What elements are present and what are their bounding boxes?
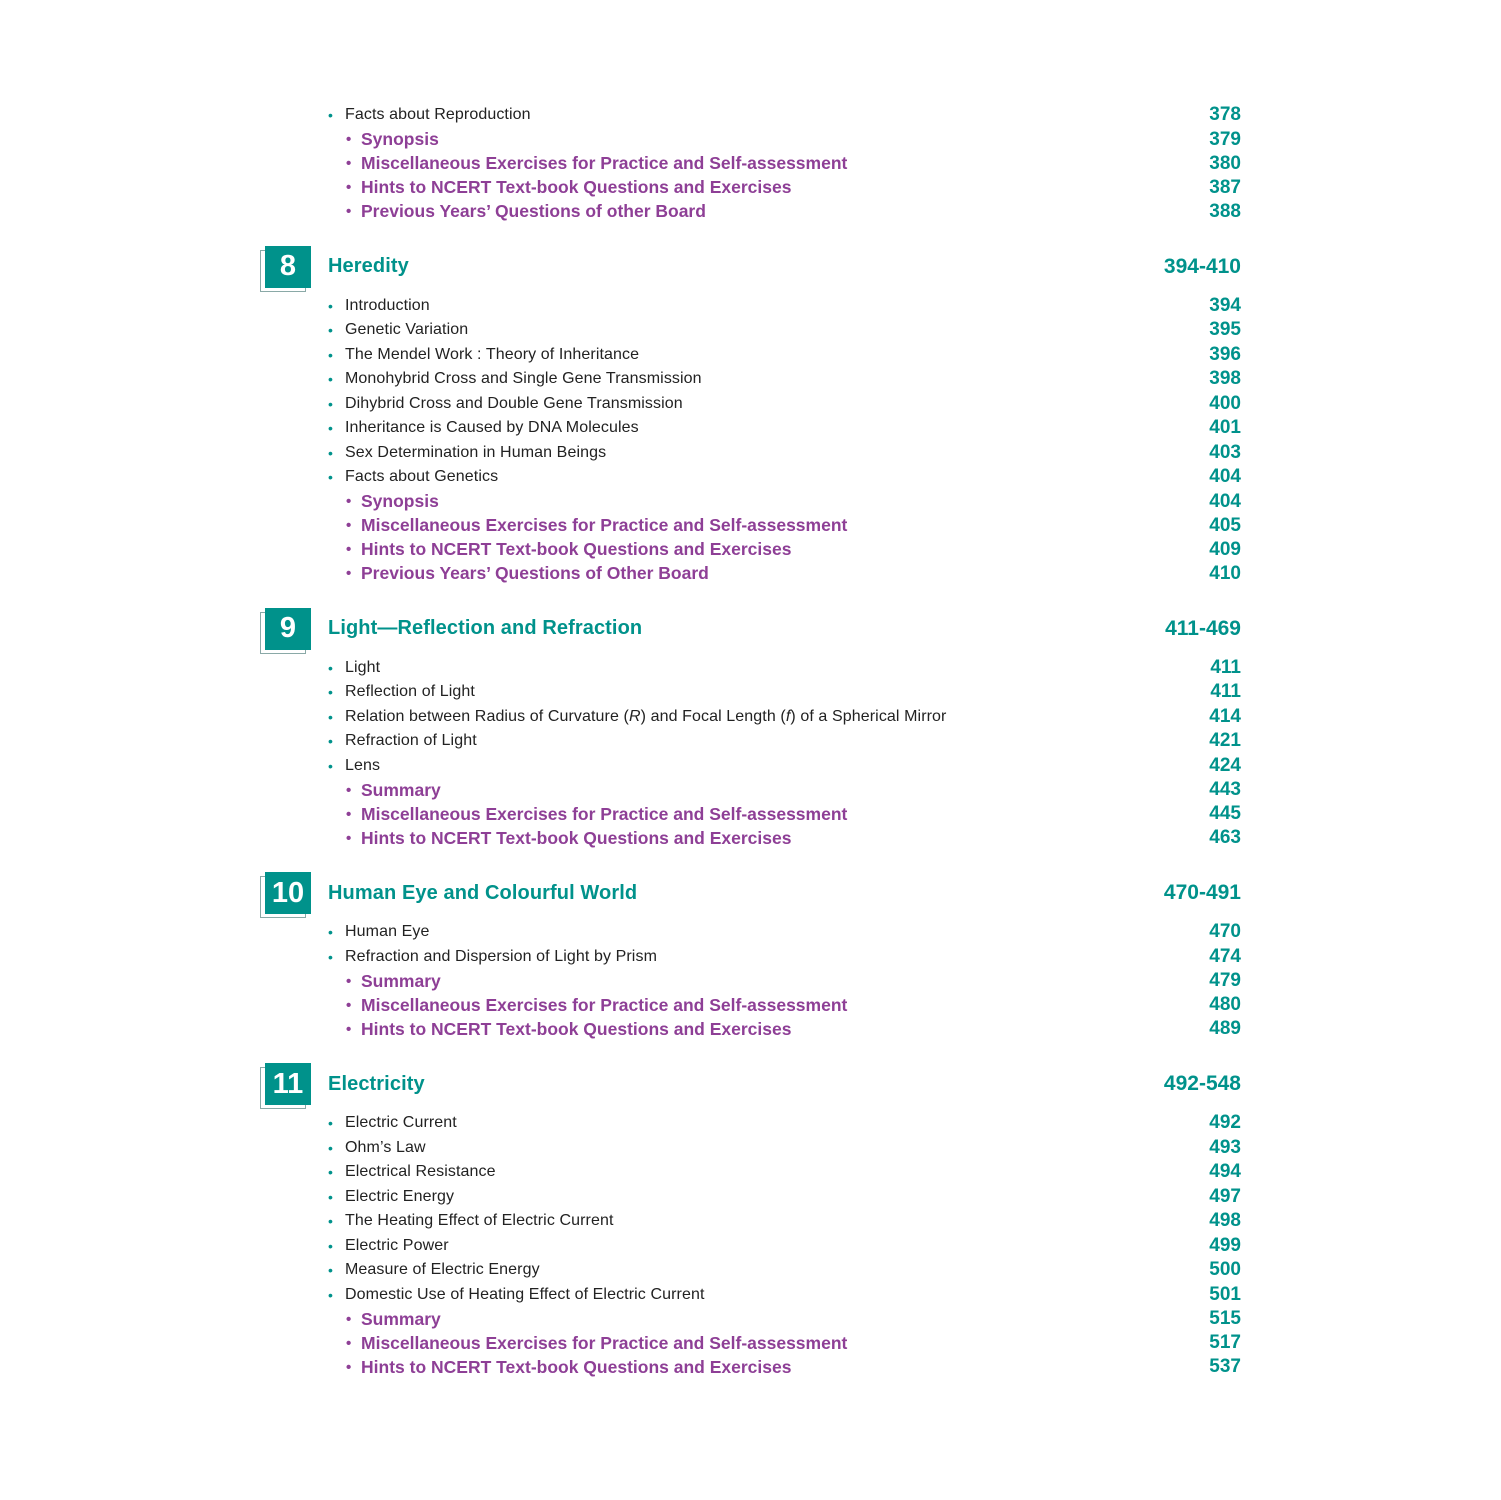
topic-entry[interactable] [328, 392, 1241, 416]
topic-entry[interactable] [328, 1209, 1241, 1233]
topic-entry[interactable] [328, 1283, 1241, 1307]
topic-entry[interactable] [328, 920, 1241, 944]
entry-page-number: 499 [1209, 1234, 1241, 1256]
bullet-icon: • [346, 1334, 352, 1352]
entry-label [328, 1309, 441, 1330]
chapter-number-badge [265, 1063, 311, 1105]
entry-label [328, 491, 439, 512]
entry-text-part: f [785, 707, 791, 725]
chapter-page-range: 411-469 [1165, 616, 1241, 640]
study-aid-entry[interactable] [328, 1017, 1241, 1041]
chapter-heading[interactable] [328, 876, 1241, 910]
topic-entry[interactable] [328, 416, 1241, 440]
chapter-number-badge [265, 872, 311, 914]
topic-entry[interactable] [328, 343, 1241, 367]
entry-page-number: 463 [1209, 827, 1241, 848]
bullet-icon: • [346, 179, 352, 196]
entry-label [328, 923, 430, 941]
bullet-icon: • [328, 1164, 333, 1180]
entry-label [328, 201, 706, 222]
bullet-icon: • [328, 297, 333, 314]
bullet-icon: • [328, 371, 333, 387]
study-aid-entry[interactable] [328, 1355, 1241, 1379]
chapter-page-range: 470-491 [1163, 881, 1241, 904]
entry-page-number: 470 [1209, 921, 1241, 942]
entry-text: Previous Years’ Questions of Other Board [361, 563, 709, 583]
bullet-icon: • [328, 948, 333, 965]
entry-page-number: 378 [1209, 104, 1241, 125]
entry-page-number: 411 [1210, 656, 1241, 678]
entry-text: Miscellaneous Exercises for Practice and Self-assessment [361, 1332, 848, 1353]
entry-page-number: 409 [1209, 538, 1241, 560]
entry-text: Miscellaneous Exercises for Practice and Self-assessment [361, 153, 848, 173]
bullet-icon: • [328, 346, 333, 363]
topic-entry[interactable] [328, 656, 1241, 680]
topic-entry[interactable] [328, 441, 1241, 465]
entry-text: Ohm’s Law [345, 1138, 426, 1156]
bullet-icon: • [328, 1188, 333, 1205]
study-aid-entry[interactable] [328, 538, 1241, 562]
study-aid-entry[interactable] [328, 993, 1241, 1017]
entry-label [328, 1139, 426, 1157]
entry-text: Summary [361, 970, 441, 991]
chapter-heading[interactable] [328, 250, 1241, 284]
entry-page-number: 500 [1209, 1259, 1241, 1280]
bullet-icon: • [328, 322, 333, 338]
entry-page-number: 474 [1209, 945, 1241, 967]
entry-text: Hints to NCERT Text-book Questions and Exercises [361, 827, 792, 848]
bullet-icon: • [346, 131, 352, 148]
entry-label [328, 1237, 449, 1255]
entry-page-number: 388 [1209, 200, 1241, 222]
entry-label [328, 708, 946, 726]
entry-page-number: 479 [1209, 970, 1241, 991]
bullet-icon: • [346, 517, 352, 534]
study-aid-entry[interactable] [328, 1331, 1241, 1355]
entry-label [328, 780, 441, 801]
entry-text: Facts about Genetics [345, 468, 499, 485]
entry-page-number: 404 [1209, 490, 1241, 512]
entry-label [328, 659, 380, 677]
entry-label [328, 804, 847, 825]
entry-page-number: 445 [1209, 803, 1241, 824]
study-aid-entry[interactable] [328, 802, 1241, 826]
entry-text-part: ) of a Spherical Mirror [790, 707, 947, 725]
entry-page-number: 401 [1209, 417, 1241, 438]
bullet-icon: • [328, 1237, 333, 1254]
study-aid-entry[interactable] [328, 969, 1241, 993]
entry-page-number: 443 [1209, 779, 1241, 800]
entry-text: Facts about Reproduction [345, 106, 531, 123]
entry-label [328, 732, 477, 750]
study-aid-entry[interactable] [328, 826, 1241, 850]
entry-text: Lens [345, 756, 381, 774]
entry-text: The Mendel Work : Theory of Inheritance [345, 345, 640, 363]
entry-page-number: 400 [1209, 392, 1241, 414]
entry-label [328, 1333, 847, 1354]
bullet-icon: • [346, 541, 352, 558]
entry-label [328, 828, 791, 849]
entry-text: Electrical Resistance [345, 1163, 496, 1180]
entry-text: The Heating Effect of Electric Current [345, 1212, 614, 1229]
entry-page-number: 387 [1209, 176, 1241, 198]
topic-entry[interactable] [328, 294, 1241, 318]
bullet-icon: • [328, 1139, 333, 1156]
entry-text-part: Relation between Radius of Curvature ( [345, 707, 629, 725]
bullet-icon: • [346, 1020, 352, 1038]
chapter-title-wrap [328, 882, 637, 905]
entry-page-number: 421 [1209, 730, 1241, 751]
topic-entry[interactable] [328, 1258, 1241, 1282]
entry-label [328, 1286, 705, 1304]
chapter-title-wrap [328, 255, 409, 278]
entry-page-number: 379 [1209, 128, 1241, 150]
entry-page-number: 494 [1209, 1161, 1241, 1182]
entry-text: Reflection of Light [345, 683, 475, 700]
entry-label [328, 468, 498, 486]
entry-page-number: 414 [1209, 705, 1241, 727]
bullet-icon: • [328, 469, 333, 485]
entry-page-number: 403 [1209, 441, 1241, 463]
entry-text: Electric Current [345, 1114, 457, 1131]
entry-text: Genetic Variation [345, 321, 469, 338]
bullet-icon: • [328, 1213, 333, 1229]
entry-page-number: 501 [1209, 1283, 1241, 1305]
entry-label [328, 419, 639, 437]
entry-label [328, 563, 709, 584]
entry-page-number: 411 [1210, 681, 1241, 702]
topic-entry[interactable] [328, 465, 1241, 489]
bullet-icon: • [328, 757, 333, 774]
entry-text: Electric Power [345, 1236, 449, 1254]
entry-label [328, 129, 439, 150]
chapter-title-wrap [328, 617, 642, 640]
entry-label [328, 395, 683, 413]
study-aid-entry[interactable] [328, 152, 1241, 176]
entry-label [328, 757, 380, 775]
entry-page-number: 515 [1209, 1308, 1241, 1329]
bullet-icon: • [346, 996, 352, 1014]
bullet-icon: • [346, 565, 352, 582]
topic-entry[interactable] [328, 754, 1241, 778]
entry-text: Synopsis [361, 129, 439, 149]
entry-label [328, 1212, 614, 1230]
entry-label [328, 1019, 791, 1040]
entry-text: Summary [361, 1308, 441, 1329]
entry-label [328, 297, 430, 315]
study-aid-entry[interactable] [328, 778, 1241, 802]
study-aid-entry[interactable] [328, 200, 1241, 224]
entry-text: Synopsis [361, 491, 439, 511]
bullet-icon: • [346, 829, 352, 847]
topic-entry[interactable] [328, 680, 1241, 704]
bullet-icon: • [328, 395, 333, 412]
entry-label [328, 444, 606, 462]
entry-page-number: 493 [1209, 1136, 1241, 1158]
entry-text: Miscellaneous Exercises for Practice and Self-assessment [361, 994, 848, 1015]
entry-label [328, 995, 847, 1016]
entry-text: Refraction and Dispersion of Light by Prism [345, 947, 657, 965]
entry-label [328, 515, 847, 536]
entry-text: Introduction [345, 296, 430, 314]
entry-page-number: 489 [1209, 1018, 1241, 1039]
topic-entry[interactable] [328, 103, 1241, 127]
entry-text: Hints to NCERT Text-book Questions and Exercises [361, 1356, 792, 1377]
entry-page-number: 498 [1209, 1210, 1241, 1231]
topic-entry[interactable] [328, 945, 1241, 969]
entry-page-number: 404 [1209, 466, 1241, 487]
chapter-title: Human Eye and Colourful World [328, 881, 638, 904]
entry-label [328, 177, 791, 198]
chapter-title: Light—Reflection and Refraction [328, 617, 643, 639]
bullet-icon: • [346, 1358, 352, 1376]
chapter-title-wrap [328, 1073, 425, 1096]
bullet-icon: • [346, 203, 352, 220]
entry-text: Domestic Use of Heating Effect of Electric Current [345, 1285, 705, 1303]
chapter-title: Electricity [328, 1072, 425, 1095]
entry-label [328, 1357, 791, 1378]
bullet-icon: • [328, 444, 333, 461]
topic-entry[interactable] [328, 1185, 1241, 1209]
chapter-number: 10 [271, 876, 305, 909]
entry-label [328, 370, 702, 388]
entry-label [328, 346, 639, 364]
entry-text: Hints to NCERT Text-book Questions and Exercises [361, 1018, 792, 1039]
topic-entry[interactable] [328, 1136, 1241, 1160]
entry-label [328, 683, 475, 701]
topic-entry[interactable] [328, 705, 1241, 729]
topic-entry[interactable] [328, 318, 1241, 342]
entry-text: Light [345, 658, 381, 676]
bullet-icon: • [328, 1262, 333, 1278]
study-aid-entry[interactable] [328, 562, 1241, 586]
chapter-number: 11 [272, 1067, 304, 1100]
topic-entry[interactable] [328, 1111, 1241, 1135]
entry-text-part: R [628, 707, 641, 725]
entry-page-number: 480 [1209, 994, 1241, 1015]
entry-page-number: 537 [1209, 1356, 1241, 1377]
bullet-icon: • [328, 1286, 333, 1303]
entry-text: Inheritance is Caused by DNA Molecules [345, 419, 639, 436]
study-aid-entry[interactable] [328, 128, 1241, 152]
entry-label [328, 1163, 496, 1181]
entry-label [328, 106, 531, 124]
entry-text: Dihybrid Cross and Double Gene Transmission [345, 394, 683, 412]
chapter-number-badge [265, 246, 311, 288]
entry-page-number: 395 [1209, 319, 1241, 340]
bullet-icon: • [328, 107, 333, 123]
entry-page-number: 396 [1209, 343, 1241, 365]
topic-entry[interactable] [328, 729, 1241, 753]
entry-text: Refraction of Light [345, 732, 477, 749]
entry-text: Miscellaneous Exercises for Practice and Self-assessment [361, 803, 848, 824]
entry-text: Miscellaneous Exercises for Practice and Self-assessment [361, 515, 848, 535]
chapter-number: 8 [279, 250, 297, 282]
topic-entry[interactable] [328, 1234, 1241, 1258]
entry-text: Human Eye [345, 923, 430, 940]
chapter-heading[interactable] [328, 612, 1241, 646]
entry-text: Measure of Electric Energy [345, 1261, 540, 1278]
entry-page-number: 380 [1209, 152, 1241, 174]
bullet-icon: • [346, 493, 352, 510]
study-aid-entry[interactable] [328, 176, 1241, 200]
bullet-icon: • [328, 924, 333, 940]
entry-page-number: 517 [1209, 1332, 1241, 1353]
bullet-icon: • [346, 1310, 352, 1328]
entry-text: Previous Years’ Questions of other Board [361, 201, 706, 221]
bullet-icon: • [328, 659, 333, 676]
entry-text: Monohybrid Cross and Single Gene Transmission [345, 370, 702, 387]
entry-page-number: 497 [1209, 1185, 1241, 1207]
chapter-title: Heredity [328, 255, 409, 277]
chapter-page-range: 492-548 [1163, 1072, 1241, 1095]
entry-page-number: 398 [1209, 368, 1241, 389]
topic-entry[interactable] [328, 1160, 1241, 1184]
chapter-number: 9 [279, 612, 297, 644]
bullet-icon: • [346, 972, 352, 990]
entry-text: Hints to NCERT Text-book Questions and Exercises [361, 177, 792, 197]
entry-label [328, 539, 791, 560]
entry-label [328, 153, 847, 174]
entry-page-number: 394 [1209, 294, 1241, 316]
entry-label [328, 321, 468, 339]
entry-page-number: 492 [1209, 1112, 1241, 1133]
entry-text: Hints to NCERT Text-book Questions and Exercises [361, 539, 792, 559]
entry-label [328, 948, 657, 966]
bullet-icon: • [346, 781, 352, 799]
bullet-icon: • [346, 805, 352, 823]
chapter-page-range: 394-410 [1163, 254, 1241, 278]
study-aid-entry[interactable] [328, 514, 1241, 538]
entry-label [328, 1188, 454, 1206]
entry-label [328, 971, 441, 992]
entry-page-number: 424 [1209, 754, 1241, 776]
chapter-heading[interactable] [328, 1067, 1241, 1101]
bullet-icon: • [328, 420, 333, 436]
study-aid-entry[interactable] [328, 1307, 1241, 1331]
study-aid-entry[interactable] [328, 490, 1241, 514]
bullet-icon: • [346, 155, 352, 172]
chapter-number-badge [265, 608, 311, 650]
bullet-icon: • [328, 708, 333, 725]
entry-text: Electric Energy [345, 1187, 455, 1205]
bullet-icon: • [328, 733, 333, 749]
entry-text-part: ) and Focal Length ( [640, 707, 786, 725]
topic-entry[interactable] [328, 367, 1241, 391]
bullet-icon: • [328, 1115, 333, 1131]
entry-text: Sex Determination in Human Beings [345, 443, 607, 461]
entry-page-number: 405 [1209, 514, 1241, 536]
entry-label [328, 1114, 457, 1132]
entry-label [328, 1261, 540, 1279]
bullet-icon: • [328, 684, 333, 700]
entry-text: Summary [361, 779, 441, 800]
entry-page-number: 410 [1209, 562, 1241, 584]
